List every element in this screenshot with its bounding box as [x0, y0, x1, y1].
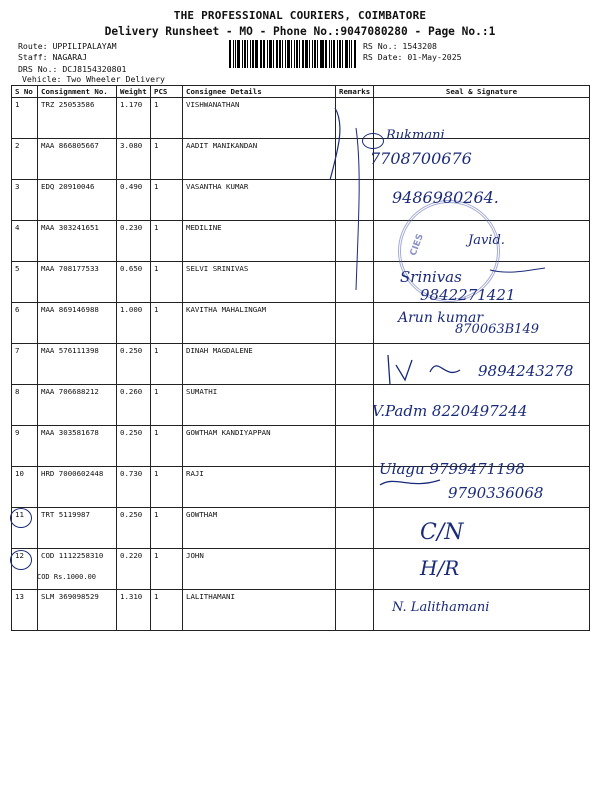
signature-2-name: Rukmani: [386, 128, 445, 143]
row-sno: 13: [12, 590, 38, 631]
row-consignment-no: MAA 706688212: [38, 385, 117, 426]
row-sno: 5: [12, 262, 38, 303]
row-weight: 0.250: [117, 426, 151, 467]
row-consignee-name: DINAH MAGDALENE: [183, 344, 336, 385]
row-consignee-name: SUMATHI: [183, 385, 336, 426]
row-consignment-no: MAA 576111398: [38, 344, 117, 385]
company-title: THE PROFESSIONAL COURIERS, COIMBATORE: [173, 9, 427, 22]
row-consignee-name: LALITHAMANI: [183, 590, 336, 631]
signature-3: 9486980264.: [392, 188, 499, 207]
row-pcs: 1: [151, 139, 183, 180]
row-pcs: 1: [151, 426, 183, 467]
row-consignee-name: GOWTHAM: [183, 508, 336, 549]
row-weight: 1.310: [117, 590, 151, 631]
signature-5-phone: 9842271421: [420, 286, 516, 304]
route-label: Route: UPPILIPALAYAM: [18, 41, 117, 51]
col-seal-signature: Seal & Signature: [374, 86, 590, 98]
col-consignee: Consignee Details: [183, 86, 336, 98]
row-consignee-name: AADIT MANIKANDAN: [183, 139, 336, 180]
col-weight: Weight: [117, 86, 151, 98]
row-pcs: 1: [151, 98, 183, 139]
signature-7: 9894243278: [478, 362, 574, 380]
row-weight: 0.220: [117, 549, 151, 590]
row-sno: 4: [12, 221, 38, 262]
signature-13: N. Lalithamani: [392, 600, 490, 615]
stamp-text: CIES: [408, 232, 426, 258]
signature-12: H/R: [420, 556, 460, 580]
row-pcs: 1: [151, 549, 183, 590]
row-sno: 1: [12, 98, 38, 139]
staff-label: Staff: NAGARAJ: [18, 52, 88, 62]
row-consignee-name: RAJI: [183, 467, 336, 508]
row-pcs: 1: [151, 180, 183, 221]
row-weight: 0.730: [117, 467, 151, 508]
col-consignment: Consignment No.: [38, 86, 117, 98]
col-sno: S No: [12, 86, 38, 98]
row-weight: 0.260: [117, 385, 151, 426]
row-pcs: 1: [151, 467, 183, 508]
row-weight: 0.230: [117, 221, 151, 262]
row-consignment-no: MAA 303581678: [38, 426, 117, 467]
row-consignee-name: KAVITHA MAHALINGAM: [183, 303, 336, 344]
row-consignee-name: JOHN: [183, 549, 336, 590]
row-weight: 0.250: [117, 508, 151, 549]
row-sno: 2: [12, 139, 38, 180]
row-sno: 9: [12, 426, 38, 467]
row-sno: 11: [12, 508, 38, 549]
signature-4: Javid.: [468, 233, 505, 248]
row-sno: 8: [12, 385, 38, 426]
drs-number: DRS No.: DCJ8154320801: [18, 64, 127, 74]
signature-6-name: Arun kumar: [398, 310, 484, 326]
rs-date: RS Date: 01-May-2025: [363, 52, 462, 62]
signature-10: 9790336068: [448, 484, 544, 502]
rs-number: RS No.: 1543208: [363, 41, 437, 51]
row-consignee-name: MEDILINE: [183, 221, 336, 262]
row-weight: 0.490: [117, 180, 151, 221]
row-weight: 0.650: [117, 262, 151, 303]
row-pcs: 1: [151, 262, 183, 303]
row-sno: 12: [12, 549, 38, 590]
row-pcs: 1: [151, 590, 183, 631]
row-sno: 7: [12, 344, 38, 385]
row-weight: 0.250: [117, 344, 151, 385]
signature-11: C/N: [420, 520, 464, 545]
row-consignment-no: MAA 866805667: [38, 139, 117, 180]
row-pcs: 1: [151, 303, 183, 344]
signature-8: V.Padm 8220497244: [372, 402, 528, 420]
row-weight: 1.170: [117, 98, 151, 139]
row-pcs: 1: [151, 508, 183, 549]
col-remarks: Remarks: [336, 86, 374, 98]
vehicle-label: Vehicle: Two Wheeler Delivery: [22, 74, 165, 84]
row-consignee-name: VISHWANATHAN: [183, 98, 336, 139]
row-consignment-no: EDQ 20910046: [38, 180, 117, 221]
cod-amount-note: COD Rs.1000.00: [37, 573, 97, 581]
signature-2-phone: 7708700676: [370, 149, 472, 168]
row-consignment-no: HRD 7000602448: [38, 467, 117, 508]
row-consignee-name: SELVI SRINIVAS: [183, 262, 336, 303]
row-consignee-name: VASANTHA KUMAR: [183, 180, 336, 221]
row-weight: 3.080: [117, 139, 151, 180]
row-consignment-no: COD 1112258310: [38, 549, 117, 590]
signature-6-phone: 870063B149: [455, 322, 539, 337]
row-pcs: 1: [151, 221, 183, 262]
row-sno: 3: [12, 180, 38, 221]
row-pcs: 1: [151, 385, 183, 426]
row-consignment-no: MAA 869146988: [38, 303, 117, 344]
signature-9: Ulagu 9799471198: [379, 460, 525, 478]
col-pcs: PCS: [151, 86, 183, 98]
row-sno: 10: [12, 467, 38, 508]
signature-5-name: Srinivas: [400, 268, 462, 286]
row-weight: 1.000: [117, 303, 151, 344]
row-sno: 6: [12, 303, 38, 344]
row-consignment-no: MAA 708177533: [38, 262, 117, 303]
row-consignment-no: SLM 369098529: [38, 590, 117, 631]
row-consignee-name: GOWTHAM KANDIYAPPAN: [183, 426, 336, 467]
row-consignment-no: TRZ 25053586: [38, 98, 117, 139]
runsheet-subtitle: Delivery Runsheet - MO - Phone No.:9047080280 - Page No.:1: [104, 25, 496, 38]
row-consignment-no: MAA 303241651: [38, 221, 117, 262]
row-pcs: 1: [151, 344, 183, 385]
row-consignment-no: TRT 5119987: [38, 508, 117, 549]
